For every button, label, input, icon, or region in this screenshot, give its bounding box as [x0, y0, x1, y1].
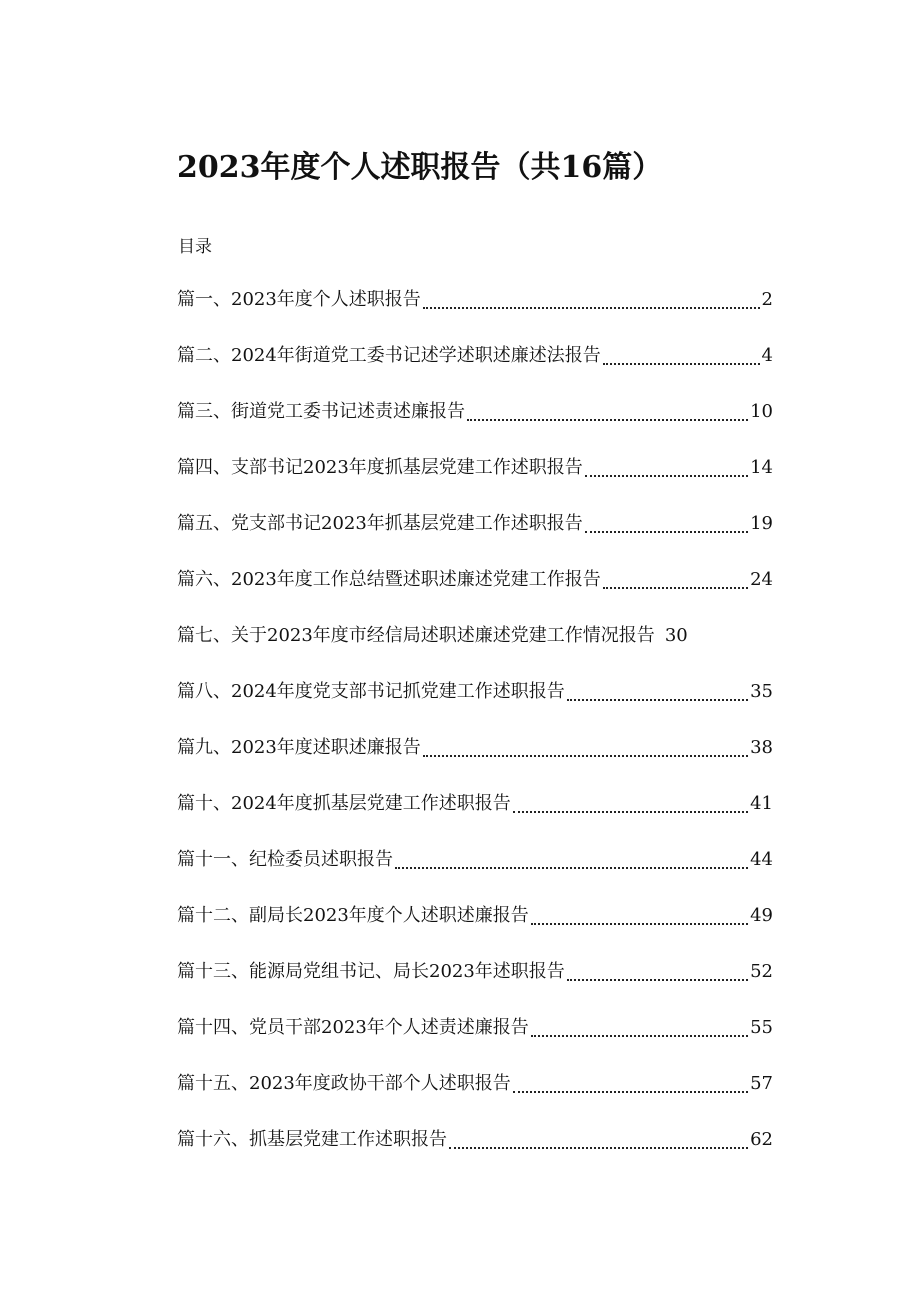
toc-entry-page-number: 62 [750, 1129, 773, 1150]
toc-entry-title: 篇十一、纪检委员述职报告 [177, 849, 393, 870]
toc-dot-leader [423, 285, 760, 309]
toc-entry[interactable] [177, 285, 773, 341]
toc-entry-title: 篇八、2024年度党支部书记抓党建工作述职报告 [177, 681, 565, 702]
toc-entry-title: 篇九、2023年度述职述廉报告 [177, 737, 421, 758]
toc-dot-leader [531, 901, 748, 925]
toc-entry[interactable] [177, 677, 773, 733]
toc-entry-page-number: 19 [750, 513, 773, 534]
toc-entry-page-number: 14 [750, 457, 773, 478]
toc-entry[interactable] [177, 901, 773, 957]
toc-dot-leader [513, 789, 748, 813]
toc-entry-page-number: 38 [750, 737, 773, 758]
document-title: 2023年度个人述职报告（共16篇） [177, 150, 663, 185]
toc-entry[interactable] [177, 1013, 773, 1069]
toc-entry-title: 篇十、2024年度抓基层党建工作述职报告 [177, 793, 511, 814]
toc-dot-leader [585, 509, 748, 533]
toc-entry[interactable] [177, 1125, 773, 1181]
toc-entry-title: 篇七、关于2023年度市经信局述职述廉述党建工作情况报告 [177, 625, 655, 646]
toc-dot-leader [467, 397, 748, 421]
toc-heading: 目录 [178, 237, 212, 257]
toc-dot-leader [603, 341, 760, 365]
toc-entry-page-number: 4 [761, 345, 773, 366]
toc-dot-leader [657, 621, 663, 643]
toc-dot-leader [567, 957, 748, 981]
toc-entry-title: 篇一、2023年度个人述职报告 [177, 289, 421, 310]
toc-entry-page-number: 10 [750, 401, 773, 422]
toc-entry-page-number: 24 [750, 569, 773, 590]
toc-entry-page-number: 44 [750, 849, 773, 870]
toc-dot-leader [567, 677, 748, 701]
toc-entry-title: 篇四、支部书记2023年度抓基层党建工作述职报告 [177, 457, 583, 478]
toc-dot-leader [603, 565, 748, 589]
toc-entry-page-number: 52 [750, 961, 773, 982]
toc-dot-leader [395, 845, 748, 869]
toc-entry-page-number: 41 [750, 793, 773, 814]
toc-entry[interactable] [177, 565, 773, 621]
toc-entry[interactable] [177, 1069, 773, 1125]
toc-entry-page-number: 55 [750, 1017, 773, 1038]
toc-entry[interactable] [177, 957, 773, 1013]
toc-dot-leader [531, 1013, 748, 1037]
toc-entry[interactable] [177, 733, 773, 789]
toc-entry[interactable] [177, 789, 773, 845]
toc-entry[interactable] [177, 453, 773, 509]
toc-entry[interactable] [177, 845, 773, 901]
toc-entry[interactable] [177, 341, 773, 397]
toc-entry[interactable] [177, 509, 773, 565]
toc-entry-title: 篇十四、党员干部2023年个人述责述廉报告 [177, 1017, 529, 1038]
toc-dot-leader [449, 1125, 748, 1149]
toc-dot-leader [423, 733, 748, 757]
toc-dot-leader [585, 453, 748, 477]
toc-entry-title: 篇十六、抓基层党建工作述职报告 [177, 1129, 447, 1150]
toc-entry-title: 篇十五、2023年度政协干部个人述职报告 [177, 1073, 511, 1094]
toc-entry[interactable] [177, 397, 773, 453]
toc-entry-page-number: 35 [750, 681, 773, 702]
toc-dot-leader [513, 1069, 748, 1093]
toc-entry-page-number: 57 [750, 1073, 773, 1094]
toc-entry-title: 篇五、党支部书记2023年抓基层党建工作述职报告 [177, 513, 583, 534]
toc-entry-title: 篇二、2024年街道党工委书记述学述职述廉述法报告 [177, 345, 601, 366]
toc-entry-title: 篇六、2023年度工作总结暨述职述廉述党建工作报告 [177, 569, 601, 590]
toc-entry-page-number: 2 [761, 289, 773, 310]
toc-entry-page-number: 49 [750, 905, 773, 926]
toc-entry-title: 篇十二、副局长2023年度个人述职述廉报告 [177, 905, 529, 926]
toc-entry-title: 篇三、街道党工委书记述责述廉报告 [177, 401, 465, 422]
toc-entry-page-number: 30 [664, 625, 688, 646]
toc-entry[interactable] [177, 621, 773, 677]
toc-entry-title: 篇十三、能源局党组书记、局长2023年述职报告 [177, 961, 565, 982]
table-of-contents [177, 285, 773, 1181]
